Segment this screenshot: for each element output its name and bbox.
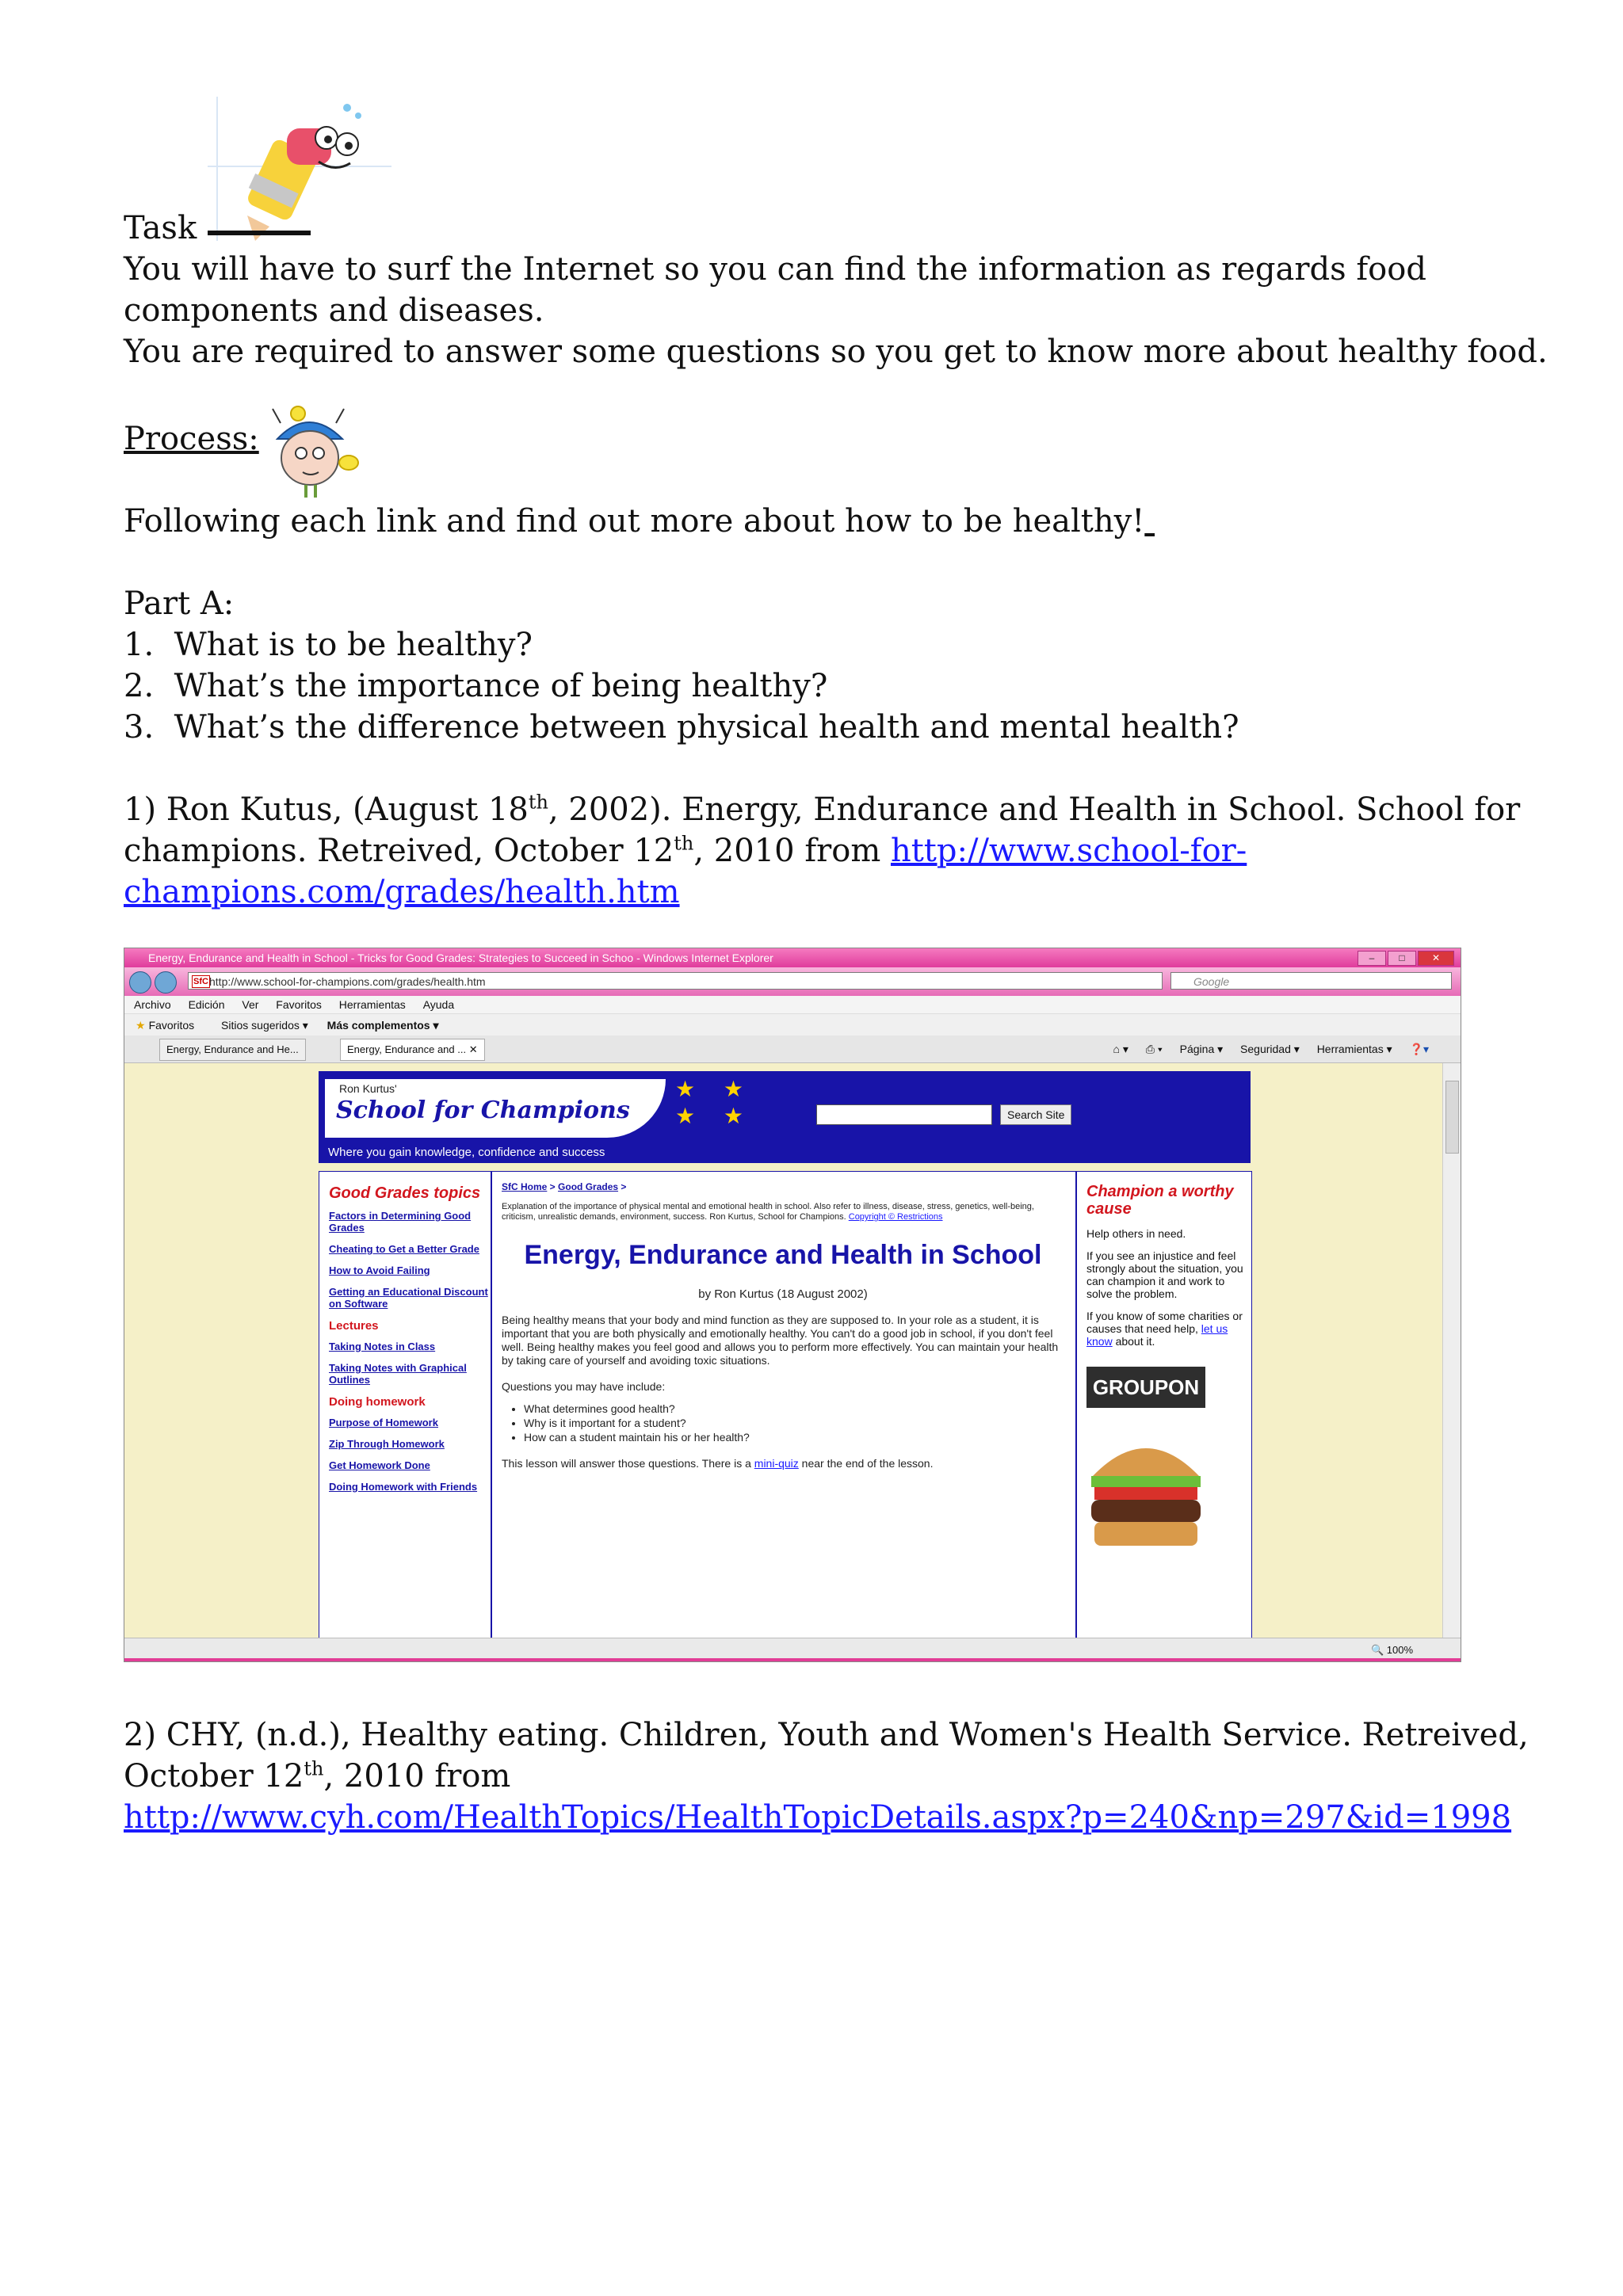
tools-menu[interactable]: Herramientas ▾ [1316, 1043, 1392, 1055]
minimize-button[interactable]: – [1358, 951, 1386, 966]
search-input[interactable]: Google [1170, 972, 1452, 990]
mini-quiz-link[interactable]: mini-quiz [754, 1457, 799, 1470]
article-body: Being healthy means that your body and mind function as they are supposed to. In your role as a student, it is important that you are both physically and emotionally healthy. You can't do a good job in school, if you don't feel well. Being healthy makes you feel good and allows you to perform more effectively. You can maintain your health by taking care of yourself and avoiding toxic situations. [502, 1314, 1059, 1367]
address-bar-row [124, 967, 1461, 996]
site-search-input[interactable] [816, 1104, 992, 1125]
menu-archivo[interactable]: Archivo [134, 998, 171, 1011]
left-heading: Good Grades topics [329, 1184, 481, 1202]
home-icon[interactable]: ⌂ ▾ [1113, 1043, 1128, 1055]
reference-1-line-3 [124, 871, 680, 913]
thinking-kid-icon [266, 406, 361, 499]
site-logo: School for Champions [336, 1097, 630, 1124]
page-menu[interactable]: Página ▾ [1179, 1043, 1224, 1055]
menu-bar [124, 996, 1461, 1013]
part-a-heading: Part A: [124, 585, 235, 622]
sidebar-link[interactable]: Cheating to Get a Better Grade [329, 1243, 479, 1255]
reference-2-line-1: 2) CHY, (n.d.), Healthy eating. Children, Youth and Women's Health Service. Retreived, [124, 1717, 1529, 1753]
task-heading: Task [124, 210, 197, 246]
site-search-button[interactable]: Search Site [1000, 1104, 1071, 1125]
menu-herramientas[interactable]: Herramientas [338, 998, 406, 1011]
forward-button[interactable] [155, 971, 177, 994]
favorites-bar [124, 1013, 1461, 1036]
task-paragraph-line-2: components and diseases. [124, 292, 544, 329]
sidebar-link[interactable]: Factors in Determining Good Grades [329, 1210, 472, 1234]
process-intro: Following each link and find out more about how to be healthy! [124, 503, 1145, 540]
reference-2-link[interactable]: http://www.cyh.com/HealthTopics/HealthTopicDetails.aspx?p=240&np=297&id=1998 [124, 1799, 1512, 1836]
breadcrumb-good-grades[interactable]: Good Grades [558, 1181, 619, 1192]
let-us-know-link[interactable]: let us know [1086, 1322, 1228, 1348]
reference-1-line-1: 1) Ron Kutus, (August 18th, 2002). Energy, Endurance and Health in School. School for [124, 791, 1521, 828]
window-title: Energy, Endurance and Health in School - Tricks for Good Grades: Strategies to Succeed in Schoo - Windows Internet Explorer [148, 952, 773, 964]
sidebar-link[interactable]: Zip Through Homework [329, 1438, 445, 1450]
site-body [319, 1171, 1252, 1638]
command-bar [1099, 1035, 1430, 1062]
right-text-1: Help others in need. [1086, 1227, 1186, 1240]
questions-intro: Questions you may have include: [502, 1380, 666, 1393]
burger-ad-image[interactable] [1086, 1421, 1205, 1555]
window-titlebar [124, 948, 1461, 967]
copyright-link[interactable]: Copyright © Restrictions [848, 1212, 943, 1222]
reference-1-link-continued[interactable]: champions.com/grades/health.htm [124, 874, 680, 910]
groupon-ad[interactable]: GROUPON [1086, 1367, 1205, 1408]
tab-2[interactable]: Energy, Endurance and ... ✕ [340, 1039, 485, 1061]
list-item: • Why is it important for a student? [524, 1416, 1064, 1430]
site-favicon-icon: SfC [193, 977, 208, 986]
taskbar-strip [124, 1658, 1461, 1662]
sidebar-link[interactable]: Doing Homework with Friends [329, 1481, 478, 1493]
sidebar-link[interactable]: Getting an Educational Discount on Software [329, 1286, 488, 1310]
menu-favoritos[interactable]: Favoritos [276, 998, 322, 1011]
breadcrumb-home[interactable]: SfC Home [502, 1181, 548, 1192]
zoom-level[interactable]: 🔍 100% [1370, 1644, 1413, 1656]
suggested-sites-button[interactable]: Sitios sugeridos ▾ [221, 1019, 308, 1032]
article-title: Energy, Endurance and Health in School [524, 1240, 1042, 1270]
address-input[interactable]: SfC http://www.school-for-champions.com/grades/health.htm [188, 972, 1163, 990]
right-sidebar [1075, 1172, 1251, 1638]
article [502, 1181, 1064, 1470]
breadcrumb: SfC Home > Good Grades > [502, 1181, 627, 1192]
close-button[interactable]: ✕ [1418, 951, 1454, 966]
question-3: 3. What’s the difference between physical health and mental health? [124, 709, 1239, 746]
more-addons-button[interactable]: Más complementos ▾ [327, 1019, 439, 1032]
right-text-2: If you see an injustice and feel strongly about the situation, you can champion it and work to solve the problem. [1086, 1249, 1243, 1300]
tab-1[interactable]: Energy, Endurance and He... [159, 1039, 306, 1061]
list-item: • What determines good health? [524, 1402, 1064, 1416]
menu-ayuda[interactable]: Ayuda [422, 998, 455, 1011]
task-paragraph-line-1: You will have to surf the Internet so you can find the information as regards food [124, 251, 1426, 288]
article-byline: by Ron Kurtus (18 August 2002) [698, 1287, 868, 1301]
lesson-note: This lesson will answer those questions. There is a mini-quiz near the end of the lesson. [502, 1457, 934, 1470]
maximize-button[interactable]: □ [1388, 951, 1416, 966]
sidebar-link[interactable]: Get Homework Done [329, 1459, 430, 1471]
question-2: 2. What’s the importance of being healthy? [124, 668, 828, 704]
star-icon: ★ [136, 1019, 146, 1032]
right-heading: Champion a worthy cause [1086, 1183, 1234, 1218]
pencil-mascot-icon [208, 97, 391, 241]
lectures-heading: Lectures [329, 1319, 379, 1333]
article-explanation: Explanation of the importance of physical mental and emotional health in school. Also refer to illness, disease, stress, genetics, well-being, criticism, unrealistic demands, environment, success. Ron Kurtus, School for Champions. Copyright © Restrictions [502, 1202, 1034, 1222]
scrollbar[interactable] [1442, 1063, 1461, 1638]
back-button[interactable] [129, 971, 151, 994]
homework-heading: Doing homework [329, 1395, 426, 1409]
reference-2-line-2: October 12th, 2010 from [124, 1757, 511, 1794]
browser-screenshot [124, 948, 1461, 1662]
print-icon[interactable]: ⎙ ▾ [1145, 1043, 1163, 1055]
menu-edicion[interactable]: Edición [188, 998, 225, 1011]
question-1: 1. What is to be healthy? [124, 627, 533, 663]
task-paragraph-2: You are required to answer some questions so you get to know more about healthy food. [124, 334, 1548, 370]
list-item: • How can a student maintain his or her health? [524, 1430, 1064, 1444]
help-icon[interactable]: ❓▾ [1409, 1043, 1429, 1055]
sidebar-link[interactable]: Taking Notes in Class [329, 1341, 436, 1352]
site-banner [319, 1071, 1251, 1163]
sidebar-link[interactable]: Taking Notes with Graphical Outlines [329, 1362, 467, 1386]
favorites-button[interactable]: Favoritos [148, 1019, 195, 1032]
sidebar-link[interactable]: Purpose of Homework [329, 1417, 438, 1428]
right-text-3: If you know of some charities or causes that need help, let us know about it. [1086, 1310, 1243, 1348]
site-tagline: Where you gain knowledge, confidence and success [328, 1146, 605, 1159]
reference-2-line-3 [124, 1797, 1511, 1838]
process-heading: Process: [124, 421, 259, 457]
reference-1-link[interactable]: http://www.school-for- [890, 833, 1247, 869]
page-viewport [124, 1063, 1440, 1638]
menu-ver[interactable]: Ver [242, 998, 259, 1011]
reference-1-line-2: champions. Retreived, October 12th, 2010 from http://www.school-for- [124, 832, 1247, 869]
site-author: Ron Kurtus' [339, 1082, 397, 1095]
left-sidebar [319, 1172, 492, 1638]
sidebar-link[interactable]: How to Avoid Failing [329, 1264, 430, 1276]
tab-bar [124, 1035, 1461, 1063]
stars-icon: ★ ★ ★ ★ [675, 1077, 754, 1128]
safety-menu[interactable]: Seguridad ▾ [1240, 1043, 1300, 1055]
article-questions [524, 1402, 1064, 1444]
